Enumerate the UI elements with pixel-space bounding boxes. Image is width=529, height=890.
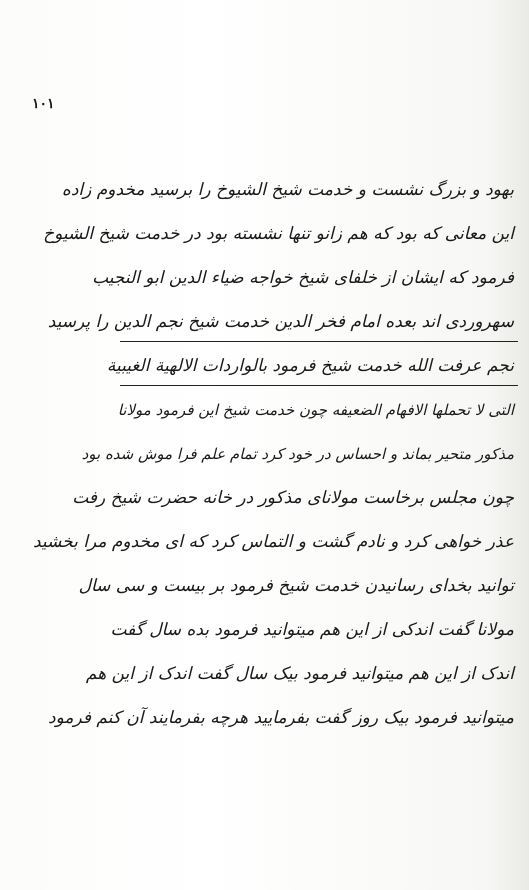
text-line: نجم عرفت الله خدمت شیخ فرمود بالواردات الالهیة الغیبیة (100, 344, 528, 388)
text-line: چون مجلس برخاست مولانای مذکور در خانه حضرت شیخ رفت (72, 488, 514, 508)
text-line: اندک از این هم میتوانید فرمود بیک سال گفت اندک از این هم (85, 664, 514, 684)
text-line: این معانی که بود که هم زانو تنها نشسته بود در خدمت شیخ الشیوخ (43, 224, 514, 244)
text-line: مذکور متحیر بماند و احساس در خود کرد تمام علم فرا موش شده بود (81, 445, 514, 463)
text-line: سهروردی اند بعده امام فخر الدین خدمت شیخ نجم الدین را پرسید (100, 300, 528, 344)
page-number: ۱۰۱ (32, 96, 55, 112)
text-line: التی لا تحملها الافهام الضعیفه چون خدمت شیخ این فرمود مولانا (117, 401, 514, 419)
text-line: بهود و بزرگ نشست و خدمت شیخ الشیوخ را برسید مخدوم زاده (61, 180, 514, 200)
text-line: عذر خواهی کرد و نادم گشت و التماس کرد که ای مخدوم مرا بخشید (32, 532, 514, 552)
text-line: میتوانید فرمود بیک روز گفت بفرمایید هرچه بفرمایند آن کنم فرمود (48, 708, 514, 728)
text-line: مولانا گفت اندکی از این هم میتوانید فرمود بده سال گفت (110, 620, 514, 640)
text-line: توانید بخدای رسانیدن خدمت شیخ فرمود بر بیست و سی سال (78, 576, 514, 596)
manuscript-text (32, 168, 528, 740)
text-line: فرمود که ایشان از خلفای شیخ خواجه ضیاء الدین ابو النجیب (92, 268, 514, 288)
